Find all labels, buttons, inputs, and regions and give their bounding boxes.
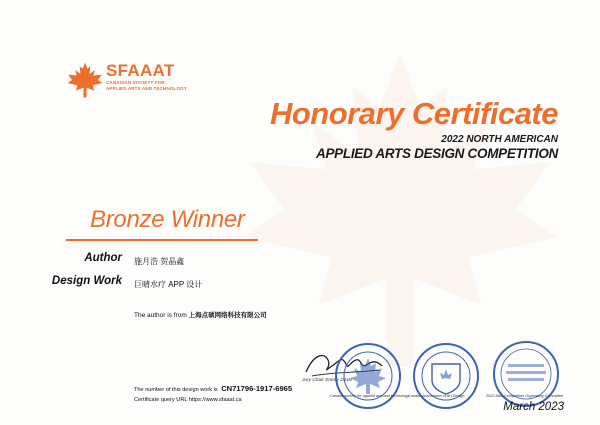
logo-text [106, 62, 187, 91]
query-url: Certificate query URL https://www.sfaaat.ca [134, 397, 242, 403]
award-level: Bronze Winner [90, 206, 245, 233]
jury-caption: Jury Chair Emery Davis [302, 378, 353, 383]
association-seal [412, 342, 480, 410]
logo-subtitle-line2: APPLIED ARTS AND TECHNOLOGY [106, 85, 187, 91]
work-number-prefix: The number of this design work is [134, 387, 218, 393]
organization-prefix: The author is from [134, 312, 187, 319]
organization-name: 上海点硕网络科技有限公司 [188, 312, 267, 319]
author-value: 施月浩 贺晶鑫 [134, 257, 185, 266]
association-seal-caption: Canada Association of Art Design [408, 394, 465, 398]
committee-seal-caption: 2022 AAA Competition Organizing Committee [486, 394, 563, 398]
organization-line [134, 310, 267, 319]
certificate-date: March 2023 [503, 401, 564, 413]
society-seal-caption: Canada society for applied arts and technology [330, 394, 410, 398]
work-number-line [134, 384, 292, 393]
logo-name: SFAAAT [106, 61, 175, 80]
competition-name: APPLIED ARTS DESIGN COMPETITION [316, 146, 558, 161]
work-number: CN71796-1917-6965 [221, 384, 293, 393]
certificate-title: Honorary Certificate [269, 96, 558, 131]
logo-subtitle-line1: CANADIAN SOCIETY FOR [106, 80, 165, 85]
competition-heading [316, 134, 558, 161]
sfaaat-logo [66, 60, 187, 100]
author-label: Author [84, 252, 122, 264]
competition-year: 2022 NORTH AMERICAN [441, 134, 558, 145]
design-work-label: Design Work [51, 275, 122, 287]
maple-leaf-watermark [210, 40, 590, 380]
society-seal [334, 342, 402, 410]
maple-leaf-icon [66, 60, 104, 100]
award-underline [66, 239, 258, 241]
design-work-value: 巨晴水疗 APP 设计 [134, 280, 203, 289]
